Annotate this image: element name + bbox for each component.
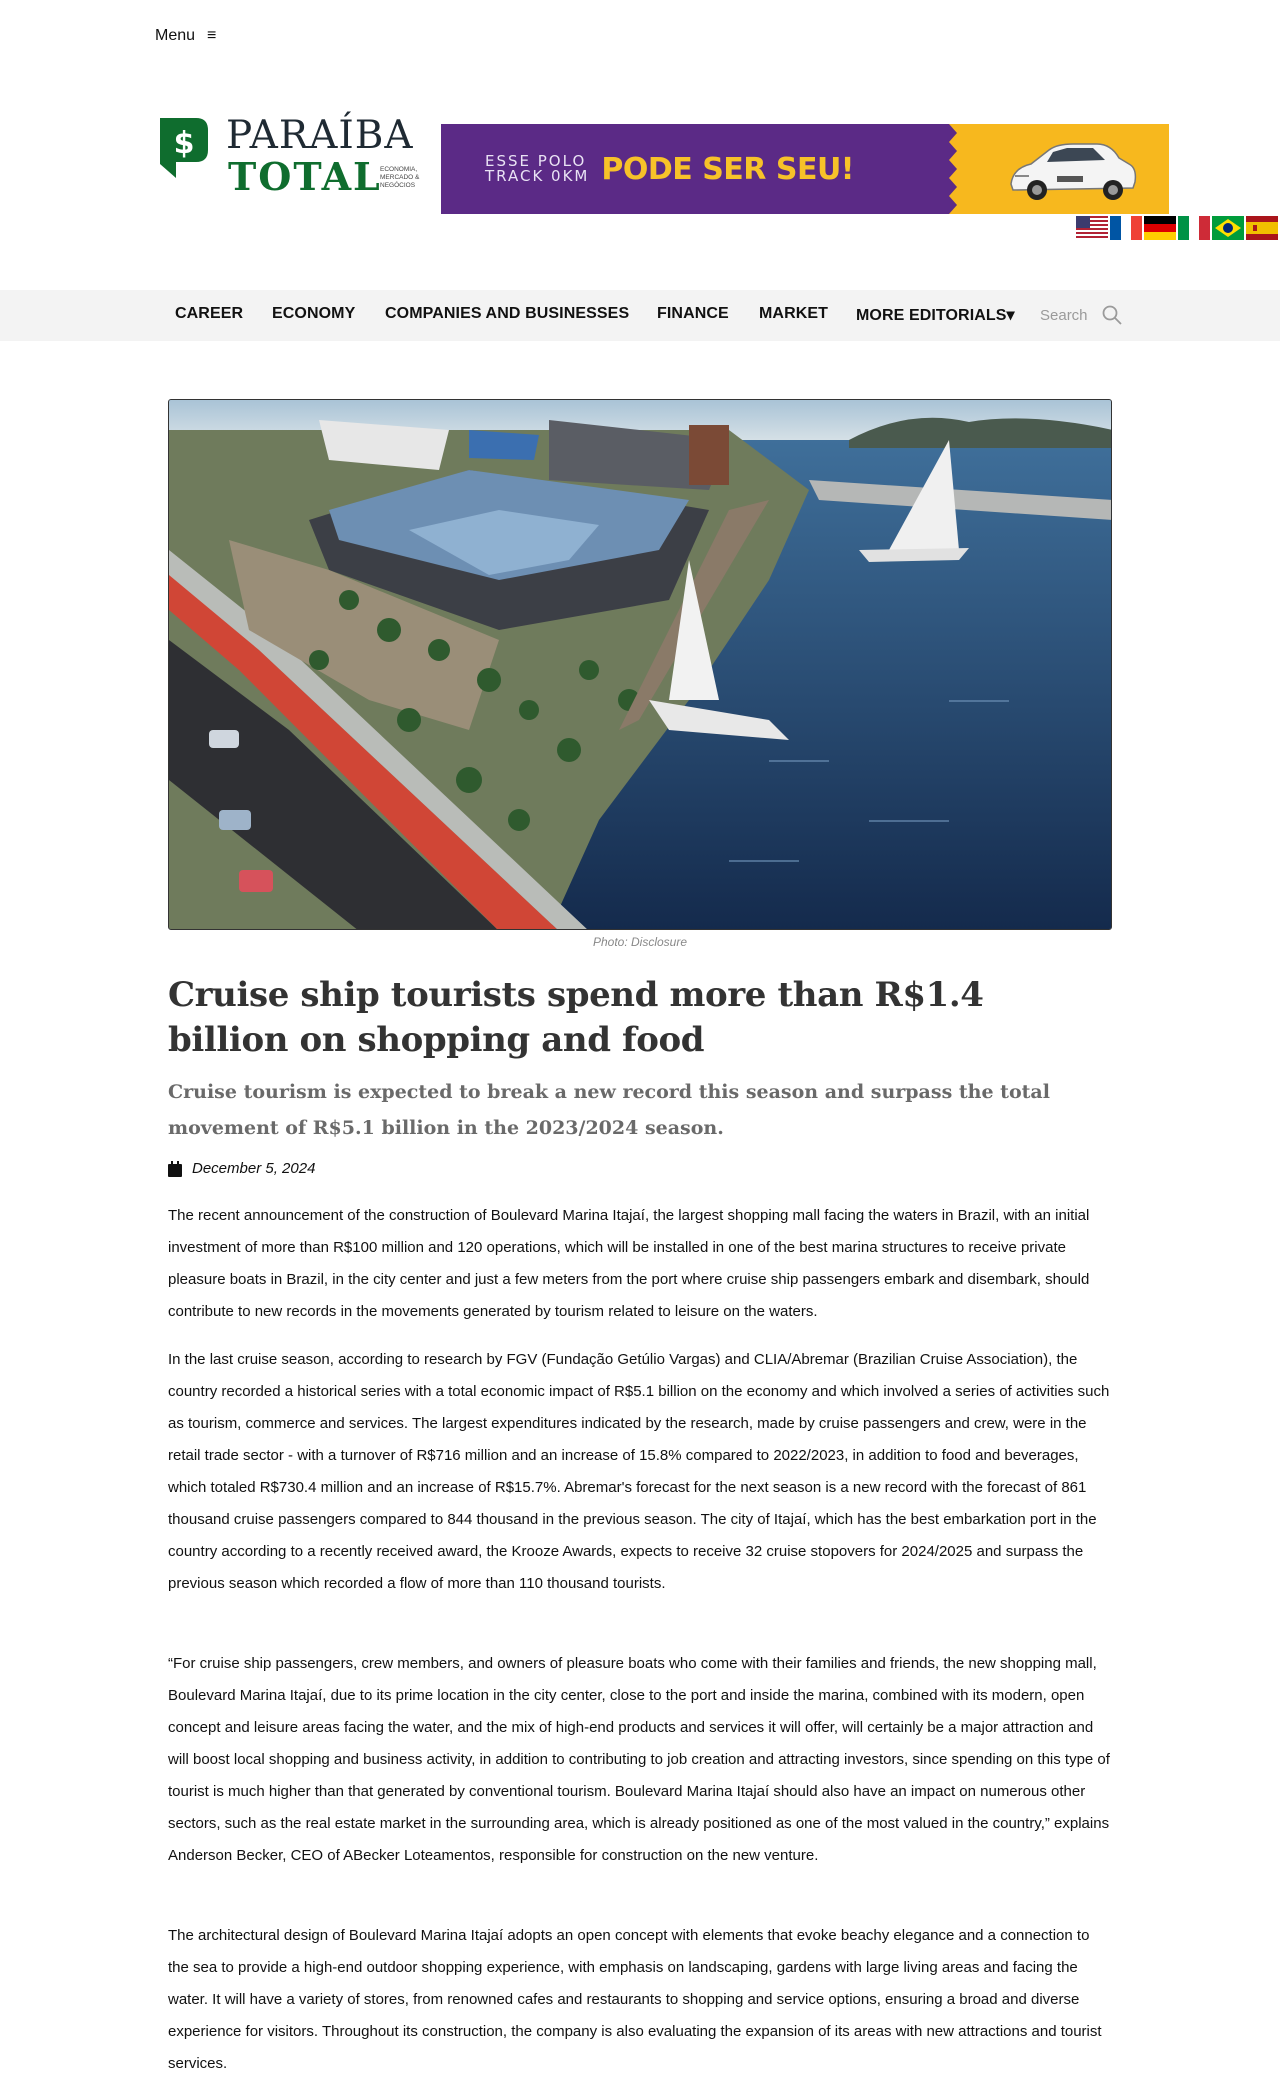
article-paragraph: The recent announcement of the construction of Boulevard Marina Itajaí, the largest shopping mall facing the waters in Brazil, with an initial investment of more than R$100 million and 120 operations, which will be installed in one of the best marina structures to receive private pleasure boats in Brazil, in the city center and just a few meters from the port where cruise ship passengers embark and disembark, should contribute to new records in the movements generated by tourism related to leisure on the waters.	[168, 1207, 1090, 1320]
article-paragraph: The architectural design of Boulevard Marina Itajaí adopts an open concept with elements that evoke beachy elegance and a connection to the sea to provide a high-end outdoor shopping experience, with emphasis on landscaping, gardens with large living areas and facing the water. It will have a variety of stores, from renowned cafes and restaurants to shopping and service options, ensuring a broad and diverse experience for visitors. Throughout its construction, the company is also evaluating the expansion of its areas with new attractions and tourist services.	[168, 1927, 1102, 2072]
nav-item-more-editorials[interactable]: MORE EDITORIALS▾	[856, 307, 1015, 324]
main-nav	[0, 290, 1280, 341]
search-icon[interactable]	[1102, 305, 1122, 325]
flag-it-icon[interactable]	[1178, 216, 1210, 240]
nav-item-finance[interactable]: FINANCE	[657, 305, 729, 322]
search-placeholder: Search	[1040, 306, 1088, 324]
article-paragraph: In the last cruise season, according to research by FGV (Fundação Getúlio Vargas) and CLIA/Abremar (Brazilian Cruise Association), the country recorded a historical series with a total economic impact of R$5.1 billion on the economy and which involved a series of activities such as tourism, commerce and services. The largest expenditures indicated by the research, made by cruise passengers and crew, were in the retail trade sector - with a turnover of R$716 million and an increase of 15.8% compared to 2022/2023, in addition to food and beverages, which totaled R$730.4 million and an increase of R$15.7%. Abremar's forecast for the next season is a new record with the forecast of 861 thousand cruise passengers compared to 844 thousand in the previous season. The city of Itajaí, which has the best embarkation port in the country according to a recently received award, the Krooze Awards, expects to receive 32 cruise stopovers for 2024/2025 and surpass the previous season which recorded a flow of more than 110 thousand tourists.	[168, 1351, 1110, 1592]
language-switcher	[1076, 216, 1278, 240]
nav-item-economy[interactable]: ECONOMY	[272, 305, 356, 322]
article-subtitle: Cruise tourism is expected to break a new record this season and surpass the total movement of R$5.1 billion in the 2023/2024 season.	[168, 1081, 1050, 1139]
search-input[interactable]	[1040, 302, 1122, 328]
logo-text-paraiba: PARAÍBA	[226, 113, 414, 158]
flag-es-icon[interactable]	[1246, 216, 1278, 240]
article-title: Cruise ship tourists spend more than R$1.4 billion on shopping and food	[168, 975, 984, 1060]
ad-divider-icon	[939, 124, 959, 214]
menu-label: Menu	[155, 27, 196, 44]
article-paragraph: “For cruise ship passengers, crew members, and owners of pleasure boats who come with their families and friends, the new shopping mall, Boulevard Marina Itajaí, due to its prime location in the city center, close to the port and inside the marina, combined with its modern, open concept and leisure areas facing the water, and the mix of high-end products and services it will offer, will certainly be a major attraction and will boost local shopping and business activity, in addition to contributing to job creation and attracting investors, since spending on this type of tourist is much higher than that generated by conventional tourism. Boulevard Marina Itajaí should also have an impact on numerous other sectors, such as the real estate market in the surrounding area, which is already positioned as one of the most valued in the country,” explains Anderson Becker, CEO of ABecker Loteamentos, responsible for construction on the new venture.	[168, 1655, 1110, 1864]
hamburger-icon: ≡	[207, 27, 217, 44]
svg-text:$: $	[173, 126, 195, 161]
ad-small-text: ESSE POLO TRACK 0KM	[485, 152, 590, 185]
flag-fr-icon[interactable]	[1110, 216, 1142, 240]
logo-tagline: ECONOMIA, MERCADO & NEGÓCIOS	[380, 166, 420, 189]
flag-us-icon[interactable]	[1076, 216, 1108, 240]
marina-render-image	[169, 400, 1112, 930]
image-caption: Photo: Disclosure	[592, 935, 688, 949]
nav-item-career[interactable]: CAREER	[175, 305, 244, 322]
article-image	[168, 399, 1112, 930]
nav-item-companies[interactable]: COMPANIES AND BUSINESSES	[385, 305, 630, 322]
logo-mark-icon	[158, 116, 210, 180]
date-text: December 5, 2024	[192, 1160, 316, 1177]
flag-de-icon[interactable]	[1144, 216, 1176, 240]
calendar-icon	[168, 1161, 182, 1177]
ad-headline: PODE SER SEU!	[601, 151, 854, 187]
site-logo[interactable]	[158, 114, 426, 204]
flag-br-icon[interactable]	[1212, 216, 1244, 240]
nav-item-market[interactable]: MARKET	[759, 305, 829, 322]
logo-text-total: TOTAL	[228, 154, 382, 199]
menu-button[interactable]	[155, 25, 216, 47]
car-image	[1001, 132, 1141, 206]
ad-banner[interactable]	[441, 124, 1169, 214]
article-date	[168, 1160, 315, 1177]
